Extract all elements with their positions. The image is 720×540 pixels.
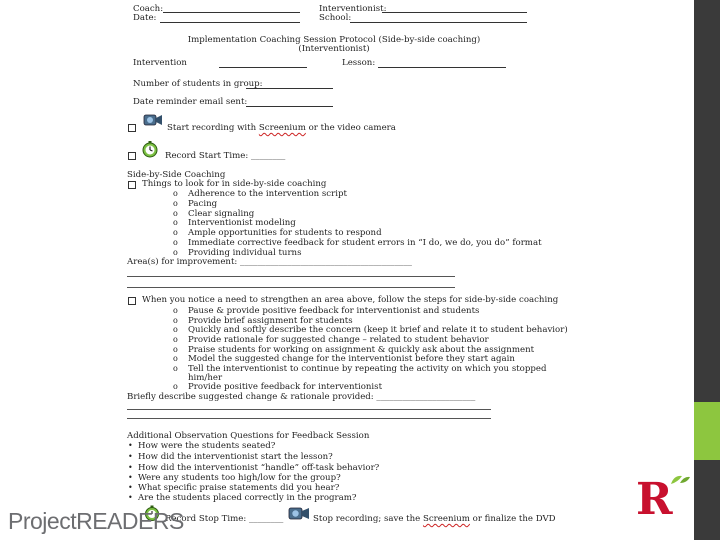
start-recording-text: Start recording with Screenium or the video camera	[167, 123, 396, 133]
side-by-side-heading: Side-by-Side Coaching	[127, 170, 226, 180]
bullet-o: o	[173, 199, 178, 208]
bullet-o: o	[173, 228, 178, 237]
bullet-o: o	[173, 306, 178, 315]
interventionist-label: Interventionist:	[319, 4, 387, 14]
bullet-dot: •	[128, 463, 133, 472]
record-stop-text: Record Stop Time: ________	[165, 514, 284, 524]
list-item: Immediate corrective feedback for student errors in “I do, we do, you do” format	[188, 238, 542, 248]
green-accent-bar	[694, 402, 720, 460]
intervention-field[interactable]	[219, 67, 307, 68]
reminder-label: Date reminder email sent:	[133, 97, 248, 107]
list-item: Interventionist modeling	[188, 218, 296, 228]
bullet-o: o	[173, 382, 178, 391]
list-item: Model the suggested change for the interventionist before they start again	[188, 354, 515, 364]
school-label: School:	[319, 13, 352, 23]
additional-heading: Additional Observation Questions for Feedback Session	[127, 431, 370, 441]
coach-label: Coach:	[133, 4, 164, 14]
list-item: Pacing	[188, 199, 218, 209]
list-item: Clear signaling	[188, 209, 255, 219]
things-label: Things to look for in side-by-side coaching	[142, 179, 327, 189]
bullet-dot: •	[128, 452, 133, 461]
describe-change-label: Briefly describe suggested change & rationale provided: _______________________	[127, 392, 476, 402]
stopwatch-icon	[140, 140, 160, 158]
bullet-o: o	[173, 238, 178, 247]
answer-line[interactable]	[127, 409, 491, 410]
screenium-word: Screenium	[422, 514, 470, 524]
intervention-label: Intervention	[133, 58, 187, 68]
bullet-o: o	[173, 354, 178, 363]
list-item: How did the interventionist “handle” off-task behavior?	[138, 463, 380, 473]
stop-recording-text: Stop recording; save the Screenium or finalize the DVD	[313, 514, 556, 524]
start-recording-checkbox[interactable]	[128, 124, 136, 132]
bullet-dot: •	[128, 483, 133, 492]
list-item: Praise students for working on assignment & quickly ask about the assignment	[188, 345, 535, 355]
bullet-o: o	[173, 325, 178, 334]
lesson-label: Lesson:	[342, 58, 376, 68]
list-item-continuation: him/her	[188, 373, 223, 383]
bullet-o: o	[173, 209, 178, 218]
list-item: Were any students too high/low for the group?	[138, 473, 341, 483]
list-item: Providing individual turns	[188, 248, 302, 258]
list-item: Adherence to the intervention script	[188, 189, 347, 199]
record-start-text: Record Start Time: ________	[165, 151, 286, 161]
list-item: Ample opportunities for students to respond	[188, 228, 382, 238]
bullet-o: o	[173, 189, 178, 198]
list-item: Provide positive feedback for interventionist	[188, 382, 383, 392]
video-camera-icon	[288, 504, 310, 522]
bullet-dot: •	[128, 473, 133, 482]
students-label: Number of students in group:	[133, 79, 263, 89]
list-item: Quickly and softly describe the concern (keep it brief and relate it to student behavior)	[188, 325, 568, 335]
lesson-field[interactable]	[378, 67, 506, 68]
list-item: How did the interventionist start the lesson?	[138, 452, 333, 462]
things-checkbox[interactable]	[128, 181, 136, 189]
list-item: Pause & provide positive feedback for interventionist and students	[188, 306, 480, 316]
area-improvement-label: Area(s) for improvement: ________________________________________	[127, 257, 412, 267]
strengthen-heading: When you notice a need to strengthen an area above, follow the steps for side-by-side coaching	[142, 295, 559, 305]
students-field[interactable]	[246, 88, 333, 89]
list-item: Provide brief assignment for students	[188, 316, 353, 326]
list-item: Provide rationale for suggested change – related to student behavior	[188, 335, 489, 345]
bullet-o: o	[173, 316, 178, 325]
bullet-dot: •	[128, 441, 133, 450]
bullet-dot: •	[128, 493, 133, 502]
page-title: Implementation Coaching Session Protocol (Side-by-side coaching)	[187, 35, 481, 45]
school-field[interactable]	[350, 22, 527, 23]
right-sidebar	[694, 0, 720, 540]
interventionist-field[interactable]	[382, 12, 527, 13]
video-camera-icon	[143, 112, 163, 128]
answer-line[interactable]	[127, 276, 455, 277]
coach-field[interactable]	[163, 12, 300, 13]
bullet-o: o	[173, 248, 178, 257]
date-label: Date:	[133, 13, 157, 23]
list-item: How were the students seated?	[138, 441, 276, 451]
project-readers-logo: ProjectREADERS	[8, 508, 184, 534]
answer-line[interactable]	[127, 287, 455, 288]
bullet-o: o	[173, 364, 178, 373]
bullet-o: o	[173, 345, 178, 354]
reminder-field[interactable]	[246, 106, 333, 107]
strengthen-checkbox[interactable]	[128, 297, 136, 305]
r-logo: R	[636, 474, 673, 525]
list-item: What specific praise statements did you hear?	[138, 483, 340, 493]
bullet-o: o	[173, 335, 178, 344]
page-subtitle: (Interventionist)	[298, 44, 370, 54]
date-field[interactable]	[160, 22, 300, 23]
list-item: Are the students placed correctly in the program?	[138, 493, 357, 503]
bullet-o: o	[173, 218, 178, 227]
screenium-word: Screenium	[258, 123, 306, 133]
record-start-checkbox[interactable]	[128, 152, 136, 160]
answer-line[interactable]	[127, 418, 491, 419]
list-item: Tell the interventionist to continue by repeating the activity on which you stopped	[188, 364, 547, 374]
